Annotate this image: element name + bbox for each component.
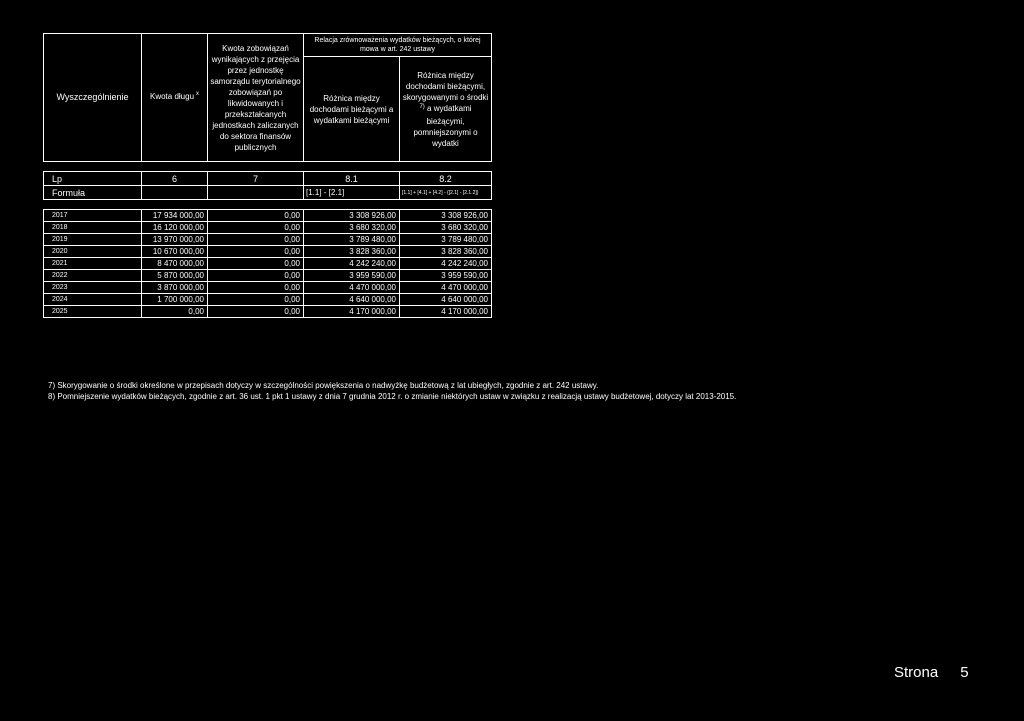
row-kwota-zobowiazan: 0,00	[208, 270, 304, 282]
row-year: 2020	[44, 246, 142, 258]
row-roznica-1: 3 789 480,00	[304, 234, 400, 246]
lp-col-6: 6	[142, 172, 208, 186]
page-label: Strona	[894, 664, 939, 681]
page-footer	[894, 664, 969, 681]
table-row	[44, 282, 492, 294]
row-kwota-zobowiazan: 0,00	[208, 258, 304, 270]
wpf-table	[43, 33, 492, 318]
row-kwota-dlugu: 10 670 000,00	[142, 246, 208, 258]
row-year: 2017	[44, 210, 142, 222]
table-row	[44, 306, 492, 318]
row-kwota-zobowiazan: 0,00	[208, 294, 304, 306]
row-kwota-zobowiazan: 0,00	[208, 246, 304, 258]
table-row	[44, 234, 492, 246]
row-kwota-dlugu: 13 970 000,00	[142, 234, 208, 246]
row-year: 2022	[44, 270, 142, 282]
formula-col-7	[208, 186, 304, 200]
spacer-row	[44, 162, 492, 172]
col-header-kwota-zobowiazan: Kwota zobowiązań wynikających z przejęcia przez jednostkę samorządu terytorialnego zobowiązań po likwidowanych i przekształcanych jednostkach zaliczanych do sektora finansów publicznych	[208, 34, 304, 162]
row-roznica-2: 3 959 590,00	[400, 270, 492, 282]
row-kwota-dlugu: 17 934 000,00	[142, 210, 208, 222]
col-header-roznica-2	[400, 57, 492, 162]
table-row	[44, 222, 492, 234]
row-roznica-2: 4 470 000,00	[400, 282, 492, 294]
row-roznica-2: 4 640 000,00	[400, 294, 492, 306]
lp-col-8-1: 8.1	[304, 172, 400, 186]
spacer-row	[44, 200, 492, 210]
row-roznica-1: 3 959 590,00	[304, 270, 400, 282]
footnote-8: 8) Pomniejszenie wydatków bieżących, zgodnie z art. 36 ust. 1 pkt 1 ustawy z dnia 7 grudnia 2012 r. o zmianie niektórych ustaw w związku z realizacją ustawy budżetowej, dotyczy lat 2013-2015.	[48, 392, 737, 401]
row-year: 2021	[44, 258, 142, 270]
lp-col-7: 7	[208, 172, 304, 186]
row-roznica-1: 4 640 000,00	[304, 294, 400, 306]
row-kwota-zobowiazan: 0,00	[208, 234, 304, 246]
footnotes	[48, 380, 736, 402]
data-rows	[44, 210, 492, 318]
lp-col-8-2: 8.2	[400, 172, 492, 186]
row-roznica-1: 4 470 000,00	[304, 282, 400, 294]
row-roznica-1: 4 242 240,00	[304, 258, 400, 270]
row-roznica-2: 3 308 926,00	[400, 210, 492, 222]
row-kwota-zobowiazan: 0,00	[208, 282, 304, 294]
formula-label: Formuła	[44, 186, 142, 200]
col-header-wyszczegolnienie: Wyszczególnienie	[44, 34, 142, 162]
row-roznica-1: 3 828 360,00	[304, 246, 400, 258]
lp-row	[44, 172, 492, 186]
roznica-2-text-b: a wydatkami bieżącymi, pomniejszonymi o wydatki	[413, 103, 478, 148]
table-row	[44, 294, 492, 306]
col-header-kwota-dlugu	[142, 34, 208, 162]
row-year: 2024	[44, 294, 142, 306]
formula-row	[44, 186, 492, 200]
col-header-roznica-1: Różnica między dochodami bieżącymi a wydatkami bieżącymi	[304, 57, 400, 162]
formula-col-8-1: [1.1] - [2.1]	[304, 186, 400, 200]
row-kwota-dlugu: 5 870 000,00	[142, 270, 208, 282]
row-roznica-1: 3 680 320,00	[304, 222, 400, 234]
row-kwota-zobowiazan: 0,00	[208, 306, 304, 318]
footnote-7: 7) Skorygowanie o środki określone w przepisach dotyczy w szczególności powiększenia o nadwyżkę budżetową z lat ubiegłych, zgodnie z art. 242 ustawy.	[48, 381, 599, 390]
row-roznica-1: 4 170 000,00	[304, 306, 400, 318]
row-roznica-1: 3 308 926,00	[304, 210, 400, 222]
table-row	[44, 210, 492, 222]
table-row	[44, 258, 492, 270]
row-roznica-2: 3 680 320,00	[400, 222, 492, 234]
row-kwota-zobowiazan: 0,00	[208, 222, 304, 234]
row-year: 2025	[44, 306, 142, 318]
roznica-2-text-a: Różnica między dochodami bieżącymi, skorygowanymi o środki	[402, 70, 489, 102]
table-row	[44, 270, 492, 282]
row-roznica-2: 3 828 360,00	[400, 246, 492, 258]
footnote-ref-7: 7)	[419, 103, 425, 110]
row-roznica-2: 3 789 480,00	[400, 234, 492, 246]
row-kwota-dlugu: 1 700 000,00	[142, 294, 208, 306]
lp-label: Lp	[44, 172, 142, 186]
row-roznica-2: 4 242 240,00	[400, 258, 492, 270]
formula-col-8-2: [1.1] + [4.1] + [4.2] - ([2.1] - [2.1.2])	[400, 186, 492, 200]
row-kwota-zobowiazan: 0,00	[208, 210, 304, 222]
row-kwota-dlugu: 8 470 000,00	[142, 258, 208, 270]
row-kwota-dlugu: 3 870 000,00	[142, 282, 208, 294]
row-year: 2018	[44, 222, 142, 234]
kwota-dlugu-label: Kwota długu	[149, 92, 195, 101]
row-year: 2019	[44, 234, 142, 246]
row-year: 2023	[44, 282, 142, 294]
row-roznica-2: 4 170 000,00	[400, 306, 492, 318]
page-number: 5	[960, 664, 969, 681]
formula-col-6	[142, 186, 208, 200]
table-row	[44, 246, 492, 258]
kwota-dlugu-mark: x	[196, 91, 200, 97]
header-row-top	[44, 34, 492, 57]
row-kwota-dlugu: 0,00	[142, 306, 208, 318]
col-header-relacja: Relacja zrównoważenia wydatków bieżących, o której mowa w art. 242 ustawy	[304, 34, 492, 57]
row-kwota-dlugu: 16 120 000,00	[142, 222, 208, 234]
